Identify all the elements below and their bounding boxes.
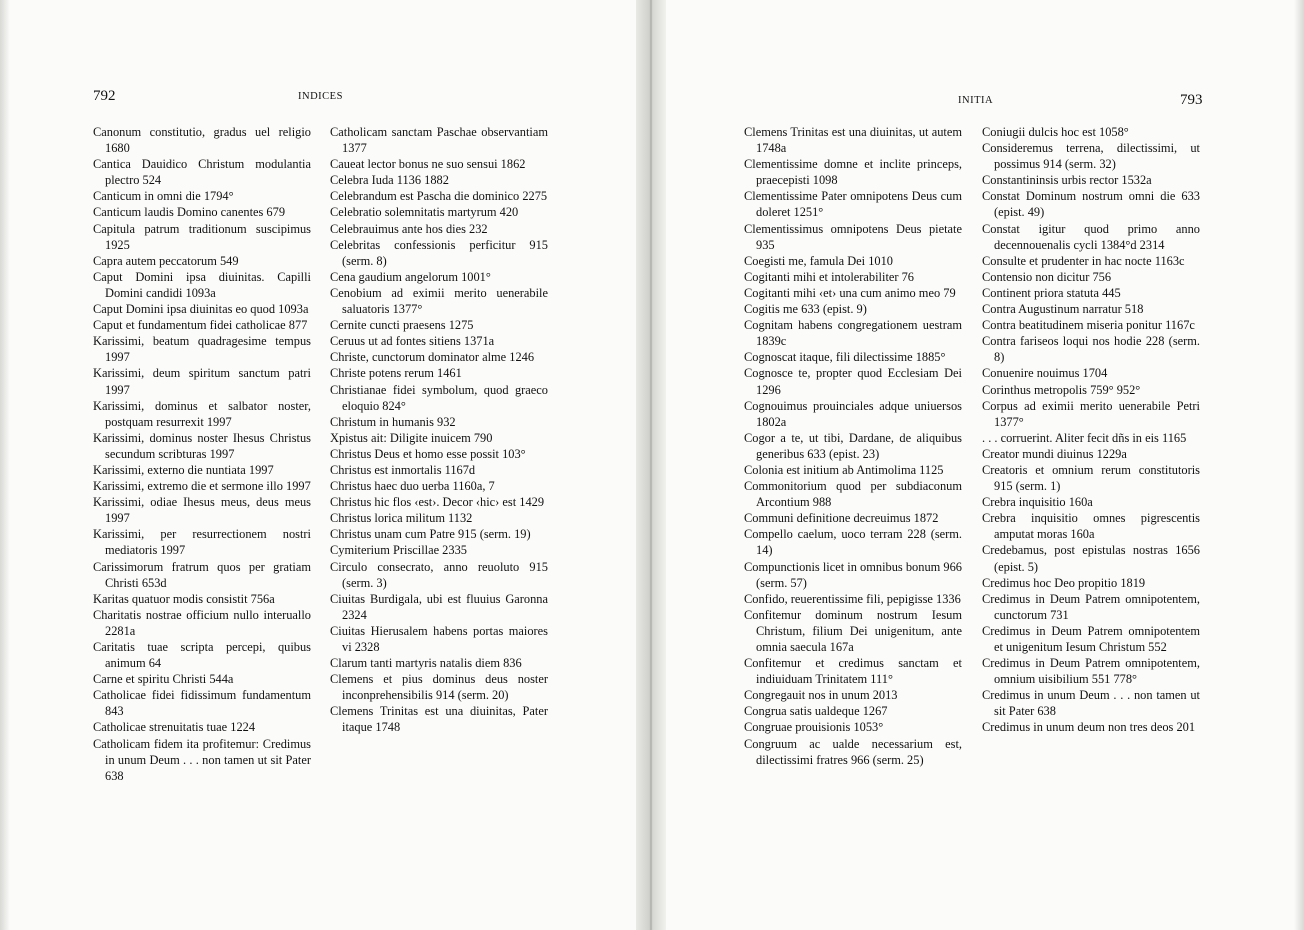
index-entry: Colonia est initium ab Antimolima 1125 [744,462,944,477]
index-entry: Karissimi, extremo die et sermone illo 1997 [93,479,311,494]
index-entry: Christus est inmortalis 1167d [330,462,476,477]
index-entry: Credimus in Deum Patrem omnipotentem, cunctorum 731 [982,591,1200,622]
index-entry: Christus lorica militum 1132 [330,511,473,526]
index-entry: Karissimi, beatum quadragesime tempus 1997 [93,334,311,365]
index-entry: Clemens Trinitas est una diuinitas, Pater itaque 1748 [330,704,548,735]
index-entry: Caueat lector bonus ne suo sensui 1862 [330,157,526,172]
index-entry: Cognosce te, propter quod Ecclesiam Dei 1296 [744,366,962,397]
index-entry: Christe, cunctorum dominator alme 1246 [330,350,535,365]
index-entry: Clementissime domne et inclite princeps, praecepisti 1098 [744,157,962,188]
index-entry: Congruum ac ualde necessarium est, dilectissimi fratres 966 (serm. 25) [744,736,962,767]
index-entry: Karissimi, deum spiritum sanctum patri 1997 [93,366,311,397]
index-entry: Ciuitas Hierusalem habens portas maiores vi 2328 [330,623,548,654]
index-entry: Christus Deus et homo esse possit 103° [330,446,526,461]
index-entry: Confitemur dominum nostrum Iesum Christum, filium Dei unigenitum, ante omnia saecula 167a [744,607,962,654]
index-entry: Karissimi, odiae Ihesus meus, deus meus 1997 [93,495,311,526]
index-entry: Capra autem peccatorum 549 [93,253,239,268]
index-entry: Congruae prouisionis 1053° [744,720,884,735]
index-column-2 [330,124,548,736]
index-entry: Circulo consecrato, anno reuoluto 915 (serm. 3) [330,559,548,590]
index-entry: Xpistus ait: Diligite inuicem 790 [330,430,493,445]
index-entry: Caput Domini ipsa diuinitas. Capilli Domini candidi 1093a [93,269,311,300]
index-entry: Catholicam sanctam Paschae observantiam 1377 [330,125,548,156]
index-entry: Coniugii dulcis hoc est 1058° [982,125,1129,139]
index-entry: Constantininsis urbis rector 1532a [982,173,1152,188]
index-entry: Caritatis tuae scripta percepi, quibus animum 64 [93,640,311,671]
index-entry: Cogor a te, ut tibi, Dardane, de aliquibus generibus 633 (epist. 23) [744,430,962,461]
index-entry: Credimus in Deum Patrem omnipotentem et unigenitum Iesum Christum 552 [982,623,1200,654]
index-entry: Cenobium ad eximii merito uenerabile saluatoris 1377° [330,285,548,317]
index-entry: Celebra Iuda 1136 1882 [330,173,449,188]
index-entry: Confido, reuerentissime fili, pepigisse 1336 [744,591,961,606]
index-entry: Communi definitione decreuimus 1872 [744,511,939,526]
index-entry: Christus unam cum Patre 915 (serm. 19) [330,527,531,542]
index-entry: Christus haec duo uerba 1160a, 7 [330,479,495,494]
index-entry: Canticum in omni die 1794° [93,189,234,204]
index-entry: Contra beatitudinem miseria ponitur 1167c [982,318,1195,333]
index-entry: Clemens et pius dominus deus noster inconprehensibilis 914 (serm. 20) [330,672,548,703]
index-entry: Cognouimus prouinciales adque uniuersos 1802a [744,398,962,429]
index-entry: Ceruus ut ad fontes sitiens 1371a [330,334,495,349]
index-entry: Karissimi, per resurrectionem nostri mediatoris 1997 [93,527,311,558]
index-entry: Corpus ad eximii merito uenerabile Petri 1377° [982,398,1200,429]
index-column-1 [93,124,311,784]
index-entry: Compello caelum, uoco terram 228 (serm. 14) [744,527,962,558]
index-entry: Carissimorum fratrum quos per gratiam Christi 653d [93,559,311,590]
index-entry: Constat igitur quod primo anno decennouenalis cycli 1384°d 2314 [982,221,1200,252]
index-entry: Cogitanti mihi ‹et› una cum animo meo 79 [744,285,956,300]
index-entry: Cymiterium Priscillae 2335 [330,543,467,558]
index-entry: Creator mundi diuinus 1229a [982,446,1127,461]
index-entry: . . . corruerint. Aliter fecit dñs in eis 1165 [982,430,1187,445]
index-entry: Contra fariseos loqui nos hodie 228 (serm. 8) [982,334,1200,365]
index-entry: Consideremus terrena, dilectissimi, ut possimus 914 (serm. 32) [982,141,1200,172]
index-entry: Contra Augustinum narratur 518 [982,302,1144,317]
right-running-title: INITIA [958,95,994,106]
index-column-4 [982,124,1200,736]
index-entry: Christus hic flos ‹est›. Decor ‹hic› est 1429 [330,495,545,510]
index-column-3 [744,124,962,768]
left-page-edge [0,0,10,930]
index-entry: Contensio non dicitur 756 [982,269,1112,284]
index-entry: Ciuitas Burdigala, ubi est fluuius Garonna 2324 [330,591,548,622]
book-gutter [636,0,666,930]
index-entry: Karitas quatuor modis consistit 756a [93,591,275,606]
index-entry: Clarum tanti martyris natalis diem 836 [330,656,522,671]
index-entry: Canonum constitutio, gradus uel religio 1680 [93,125,311,156]
index-entry: Cogitanti mihi et intolerabiliter 76 [744,269,914,284]
index-entry: Celebrauimus ante hos dies 232 [330,221,488,236]
index-entry: Christe potens rerum 1461 [330,366,462,381]
index-entry: Consulte et prudenter in hac nocte 1163c [982,253,1185,268]
left-running-title: INDICES [298,91,343,102]
index-entry: Credimus in Deum Patrem omnipotentem, omnium uisibilium 551 778° [982,656,1200,687]
index-entry: Confitemur et credimus sanctam et indiuiduam Trinitatem 111° [744,656,962,687]
index-entry: Commonitorium quod per subdiaconum Arcontium 988 [744,479,962,510]
index-entry: Crebra inquisitio omnes pigrescentis amputat moras 160a [982,511,1200,542]
index-entry: Christianae fidei symbolum, quod graeco eloquio 824° [330,382,548,413]
index-entry: Carne et spiritu Christi 544a [93,672,234,687]
index-entry: Karissimi, dominus noster Ihesus Christus secundum scribturas 1997 [93,430,311,461]
index-entry: Cognoscat itaque, fili dilectissime 1885° [744,350,946,365]
index-entry: Clementissimus omnipotens Deus pietate 935 [744,221,962,252]
index-entry: Cernite cuncti praesens 1275 [330,318,474,333]
index-entry: Celebrandum est Pascha die dominico 2275 [330,189,548,204]
index-entry: Caput et fundamentum fidei catholicae 877 [93,318,308,333]
index-entry: Karissimi, dominus et salbator noster, postquam resurrexit 1997 [93,398,311,429]
index-entry: Christum in humanis 932 [330,414,456,429]
index-entry: Cantica Dauidico Christum modulantia plectro 524 [93,157,311,188]
index-entry: Cognitam habens congregationem uestram 1839c [744,318,962,349]
index-entry: Credebamus, post epistulas nostras 1656 (epist. 5) [982,543,1200,574]
index-entry: Cena gaudium angelorum 1001° [330,269,491,284]
right-page-number: 793 [1180,92,1203,108]
index-entry: Catholicae strenuitatis tuae 1224 [93,720,256,735]
left-page-number: 792 [93,88,116,104]
index-entry: Creatoris et omnium rerum constitutoris 915 (serm. 1) [982,462,1200,494]
index-entry: Continent priora statuta 445 [982,285,1121,300]
index-entry: Canticum laudis Domino canentes 679 [93,205,286,220]
index-entry: Credimus hoc Deo propitio 1819 [982,575,1146,590]
index-entry: Conuenire nouimus 1704 [982,366,1108,381]
index-entry: Clementissime Pater omnipotens Deus cum doleret 1251° [744,189,962,220]
index-entry: Cogitis me 633 (epist. 9) [744,302,867,317]
index-entry: Karissimi, externo die nuntiata 1997 [93,462,274,477]
index-entry: Credimus in unum deum non tres deos 201 [982,720,1196,735]
index-entry: Catholicae fidei fidissimum fundamentum 843 [93,688,311,719]
index-entry: Capitula patrum traditionum suscipimus 1925 [93,221,311,252]
index-entry: Crebra inquisitio 160a [982,495,1093,510]
index-entry: Celebratio solemnitatis martyrum 420 [330,205,519,220]
index-entry: Caput Domini ipsa diuinitas eo quod 1093a [93,302,309,317]
index-entry: Catholicam fidem ita profitemur: Credimus in unum Deum . . . non tamen ut sit Pater 638 [93,736,311,783]
index-entry: Constat Dominum nostrum omni die 633 (epist. 49) [982,189,1200,220]
index-entry: Corinthus metropolis 759° 952° [982,382,1141,397]
index-entry: Charitatis nostrae officium nullo interuallo 2281a [93,607,311,638]
index-entry: Credimus in unum Deum . . . non tamen ut sit Pater 638 [982,688,1200,719]
index-entry: Compunctionis licet in omnibus bonum 966 (serm. 57) [744,559,962,590]
index-entry: Congrua satis ualdeque 1267 [744,704,888,719]
index-entry: Coegisti me, famula Dei 1010 [744,253,894,268]
index-entry: Congregauit nos in unum 2013 [744,688,898,703]
index-entry: Clemens Trinitas est una diuinitas, ut autem 1748a [744,125,962,156]
right-page-edge [1294,0,1304,930]
index-entry: Celebritas confessionis perficitur 915 (serm. 8) [330,237,548,268]
